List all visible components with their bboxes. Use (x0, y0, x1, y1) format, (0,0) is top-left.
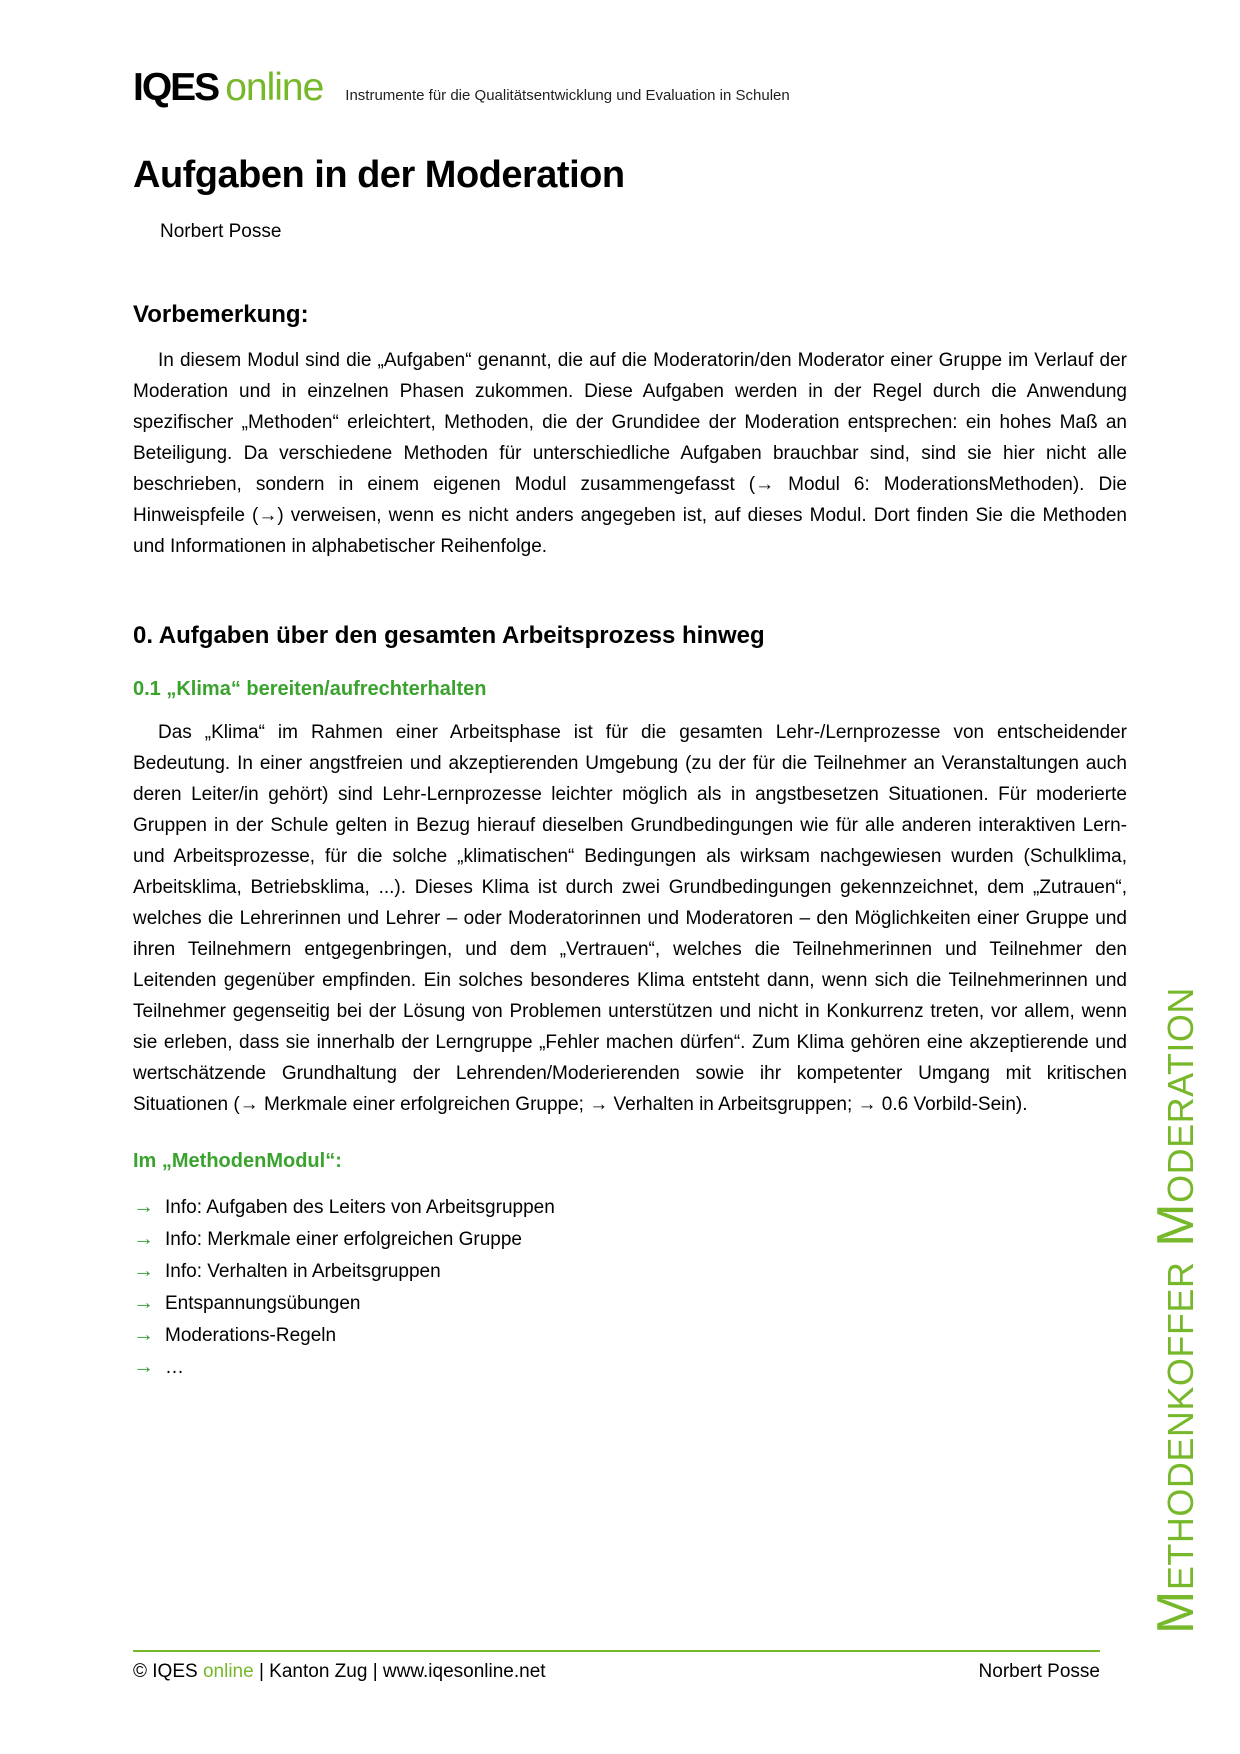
iqes-logo: IQES (133, 66, 219, 109)
arrow-right-icon: → (133, 1195, 154, 1218)
page-footer (133, 1650, 1100, 1683)
page-title: Aufgaben in der Moderation (133, 154, 625, 196)
list-item (133, 1351, 1127, 1383)
content-column (133, 0, 1127, 1383)
list-item-label: Moderations-Regeln (165, 1325, 337, 1346)
footer-copy-text: © IQES (133, 1661, 203, 1682)
footer-divider (133, 1650, 1100, 1652)
footer-author: Norbert Posse (978, 1661, 1100, 1682)
section-heading-0: 0. Aufgaben über den gesamten Arbeitsprozess hinweg (133, 622, 765, 649)
logo-tagline: Instrumente für die Qualitätsentwicklung und Evaluation in Schulen (345, 87, 790, 104)
list-item (133, 1319, 1127, 1351)
footer-address-text: | Kanton Zug | www.iqesonline.net (253, 1661, 546, 1682)
arrow-right-icon: → (133, 1323, 154, 1346)
footer-brand-online: online (202, 1661, 254, 1682)
list-item (133, 1191, 1127, 1223)
list-item-label: Info: Merkmale einer erfolgreichen Gruppe (165, 1229, 522, 1250)
list-item-label: Info: Aufgaben des Leiters von Arbeitsgruppen (165, 1197, 555, 1218)
list-item (133, 1255, 1127, 1287)
arrow-right-icon: → (133, 1355, 154, 1378)
arrow-right-icon: → (133, 1291, 154, 1314)
list-item-label: … (165, 1357, 184, 1378)
subsection-heading-0-1: 0.1 „Klima“ bereiten/aufrechterhalten (133, 678, 487, 700)
list-item (133, 1287, 1127, 1319)
page-header (133, 0, 1127, 110)
arrow-right-icon: → (133, 1259, 154, 1282)
heading-methodenmodul: Im „MethodenModul“: (133, 1150, 342, 1172)
section-heading-vorbemerkung: Vorbemerkung: (133, 301, 309, 328)
footer-copyright (133, 1661, 546, 1683)
list-item-label: Entspannungsübungen (165, 1293, 361, 1314)
sidebar-vertical-label: Methodenkoffer Moderation (1147, 987, 1205, 1634)
methoden-list (133, 1191, 1127, 1383)
arrow-right-icon: → (133, 1227, 154, 1250)
author-name: Norbert Posse (160, 221, 282, 242)
list-item (133, 1223, 1127, 1255)
list-item-label: Info: Verhalten in Arbeitsgruppen (165, 1261, 441, 1282)
iqes-logo-online: online (225, 66, 324, 109)
paragraph-vorbemerkung: In diesem Modul sind die „Aufgaben“ genannt, die auf die Moderatorin/den Moderator einer Gruppe im Verlauf der Moderation und in einzelnen Phasen zukommen. Diese Aufgaben werden in der Regel durch die Anwendung spezifischer „Methoden“ erleichtert, Methoden, die der Grundidee der Moderation entsprechen: ein hohes Maß an Beteiligung. Da verschiedene Methoden für unterschiedliche Aufgaben brauchbar sind, sind sie hier nicht alle beschrieben, sondern in einem eigenen Modul zusammengefasst (→ Modul 6: ModerationsMethoden). Die Hinweispfeile (→) verweisen, wenn es nicht anders angegeben ist, auf dieses Modul. Dort finden Sie die Methoden und Informationen in alphabetischer Reihenfolge. (133, 350, 1127, 557)
paragraph-klima: Das „Klima“ im Rahmen einer Arbeitsphase ist für die gesamten Lehr-/Lernprozesse von entscheidender Bedeutung. In einer angstfreien und akzeptierenden Umgebung (zu der für die Teilnehmer an Veranstaltungen auch deren Leiter/in gehört) sind Lehr-Lernprozesse leichter möglich als in angstbesetzen Situationen. Für moderierte Gruppen in der Schule gelten in Bezug hierauf dieselben Grundbedingungen wie für alle anderen interaktiven Lern- und Arbeitsprozesse, für die solche „klimatischen“ Bedingungen als wirksam nachgewiesen wurden (Schulklima, Arbeitsklima, Betriebsklima, ...). Dieses Klima ist durch zwei Grundbedingungen gekennzeichnet, dem „Zutrauen“, welches die Lehrerinnen und Lehrer – oder Moderatorinnen und Moderatoren – den Möglichkeiten einer Gruppe und ihren Teilnehmern entgegenbringen, und dem „Vertrauen“, welches die Teilnehmerinnen und Teilnehmer den Leitenden gegenüber empfinden. Ein solches besonderes Klima entsteht dann, wenn sich die Teilnehmerinnen und Teilnehmer gegenseitig bei der Lösung von Problemen unterstützen und nicht in Konkurrenz treten, vor allem, wenn sie erleben, dass sie innerhalb der Lerngruppe „Fehler machen dürfen“. Zum Klima gehören eine akzeptierende und wertschätzende Grundhaltung der Lehrenden/Moderierenden sowie ihr kompetenter Umgang mit kritischen Situationen (→ Merkmale einer erfolgreichen Gruppe; → Verhalten in Arbeitsgruppen; → 0.6 Vorbild-Sein). (133, 722, 1127, 1115)
